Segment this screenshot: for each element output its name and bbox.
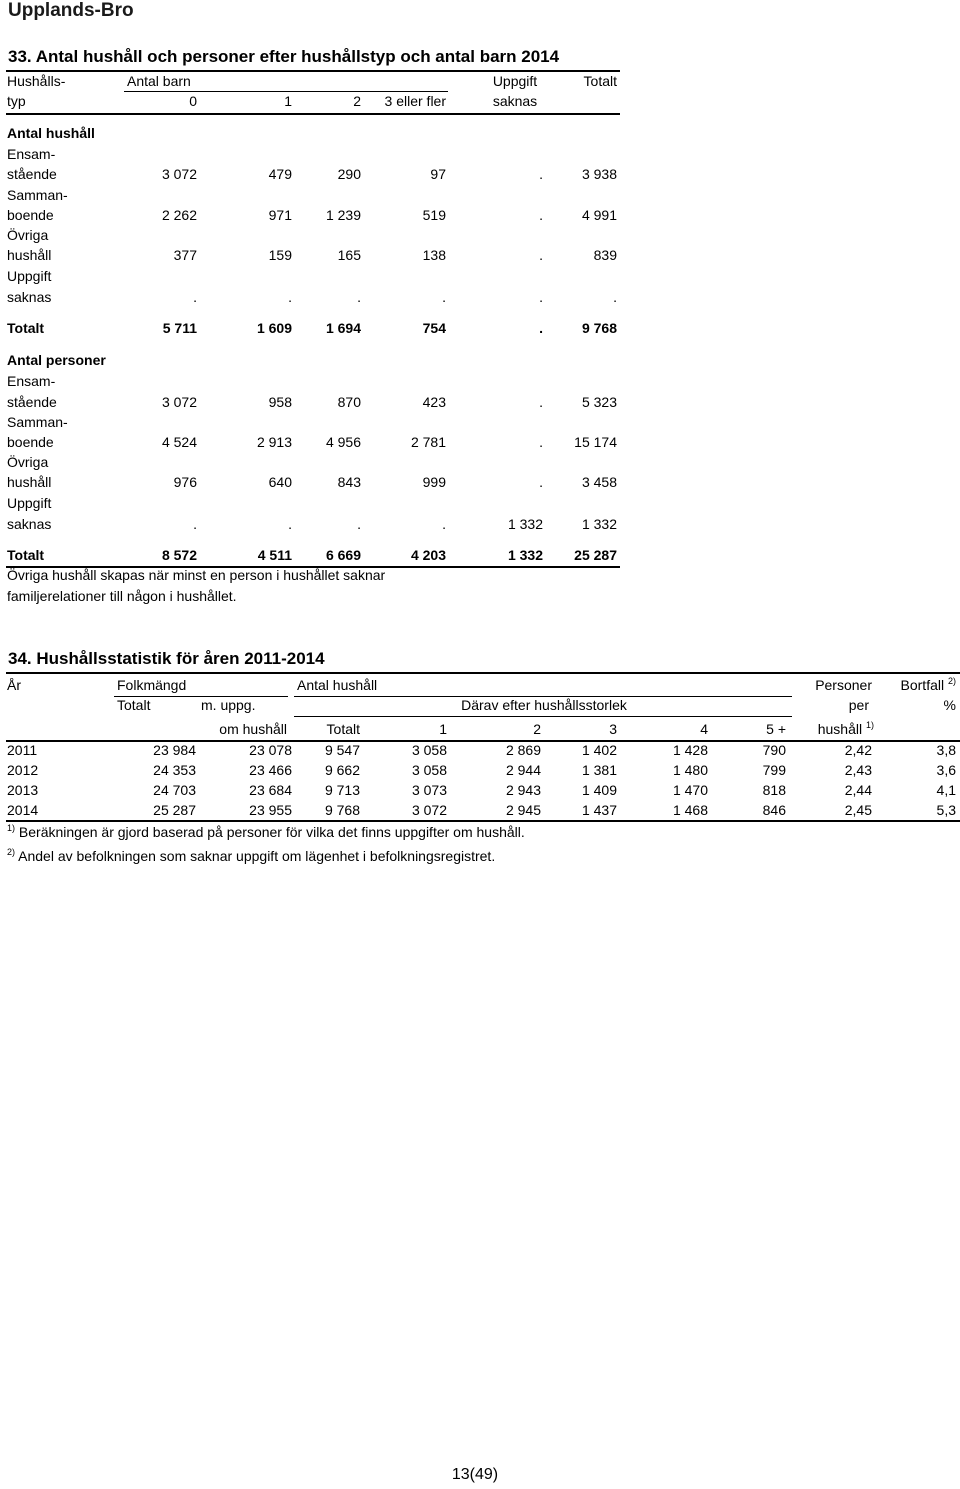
table34-top-rule <box>6 672 960 674</box>
header-uppgift-line1: Uppgift <box>492 73 538 89</box>
cell: 3 938 <box>581 166 617 182</box>
row-label-line2: boende <box>7 207 54 223</box>
cell: 97 <box>430 166 446 182</box>
cell: 423 <box>422 394 446 410</box>
cell: 4 956 <box>325 434 361 450</box>
cell: . <box>442 516 446 532</box>
cell: 2 943 <box>505 782 541 798</box>
cell: 3 072 <box>161 394 197 410</box>
header-totalt2: Totalt <box>326 721 360 737</box>
cell: 1 480 <box>672 762 708 778</box>
cell: 2,44 <box>844 782 872 798</box>
header-uppgift-line2: saknas <box>492 93 538 109</box>
municipality-title: Upplands-Bro <box>8 0 134 21</box>
antal-barn-underline <box>124 91 448 92</box>
cell: . <box>539 434 543 450</box>
header-size: 2 <box>533 721 541 737</box>
table34-title: 34. Hushållsstatistik för åren 2011-2014 <box>8 649 325 668</box>
row-label-line1: Samman- <box>7 187 68 203</box>
cell: 5,3 <box>936 802 956 818</box>
footnote-2: $^{2)}$ Andel av befolkningen som saknar uppgift om lägenhet i befolkningsregistret. <box>7 847 496 864</box>
cell: 971 <box>268 207 292 223</box>
cell-year: 2011 <box>7 742 38 758</box>
total-label: Totalt <box>7 320 45 336</box>
cell: 23 466 <box>249 762 292 778</box>
cell: 1 409 <box>581 782 617 798</box>
header-folkmangd: Folkmängd <box>117 677 187 693</box>
cell: 9 547 <box>324 742 360 758</box>
cell: 24 353 <box>153 762 196 778</box>
cell: 999 <box>422 474 446 490</box>
cell: 4,1 <box>936 782 956 798</box>
header-bortfall: Bortfall $^{2)}$ <box>900 676 956 693</box>
cell: 2,45 <box>844 802 872 818</box>
header-size: 5 + <box>766 721 786 737</box>
header-hushallstyp-line1: Hushålls- <box>7 73 66 89</box>
page-number: 13(49) <box>451 1466 499 1483</box>
cell: 1 470 <box>672 782 708 798</box>
total-cell: 1 694 <box>325 320 361 336</box>
cell: 4 991 <box>581 207 617 223</box>
row-label-line2: boende <box>7 434 54 450</box>
cell-year: 2013 <box>7 782 39 798</box>
cell: . <box>539 247 543 263</box>
cell: 9 662 <box>324 762 360 778</box>
cell: 1 402 <box>581 742 617 758</box>
cell: 640 <box>268 474 292 490</box>
table33-top-rule <box>6 70 620 72</box>
header-totalt: Totalt <box>583 73 617 89</box>
cell: . <box>193 289 197 305</box>
cell: 2,43 <box>844 762 872 778</box>
table33-note-line1: Övriga hushåll skapas när minst en person i hushållet saknar <box>7 567 386 583</box>
darav-underline <box>294 716 792 717</box>
cell: 1 428 <box>672 742 708 758</box>
total-cell: 4 203 <box>410 547 446 563</box>
header-size: 4 <box>700 721 708 737</box>
cell: 2 262 <box>161 207 197 223</box>
row-label-line1: Ensam- <box>7 146 56 162</box>
cell: 377 <box>173 247 197 263</box>
table34-bottom-rule <box>6 820 960 822</box>
row-label-line2: stående <box>7 394 57 410</box>
total-cell: 6 669 <box>325 547 361 563</box>
header-col-1: 1 <box>284 93 292 109</box>
header-col-0: 0 <box>189 93 197 109</box>
cell: 3 058 <box>411 762 447 778</box>
table33-header-rule <box>6 113 620 115</box>
total-cell: 5 711 <box>162 320 197 336</box>
cell: 843 <box>337 474 361 490</box>
cell: . <box>539 474 543 490</box>
total-cell: 25 287 <box>574 547 617 563</box>
row-label-line2: hushåll <box>7 474 52 490</box>
cell: 846 <box>762 802 786 818</box>
row-label-line2: saknas <box>7 516 52 532</box>
cell: 790 <box>762 742 786 758</box>
footnote-1: $^{1)}$ Beräkningen är gjord baserad på personer för vilka det finns uppgifter om hushåll. <box>7 823 525 840</box>
cell: 15 174 <box>574 434 617 450</box>
cell: 24 703 <box>153 782 196 798</box>
row-label-line1: Övriga <box>7 454 49 470</box>
total-cell: 1 332 <box>507 547 543 563</box>
cell: 1 332 <box>581 516 617 532</box>
cell: 138 <box>422 247 446 263</box>
total-cell: 754 <box>422 320 446 336</box>
cell: 3 458 <box>581 474 617 490</box>
cell: 25 287 <box>153 802 196 818</box>
header-size: 3 <box>609 721 617 737</box>
row-label-line2: stående <box>7 166 57 182</box>
cell: 165 <box>337 247 361 263</box>
section-antal-personer: Antal personer <box>7 352 106 368</box>
cell: . <box>193 516 197 532</box>
cell: 479 <box>268 166 292 182</box>
cell: 159 <box>268 247 292 263</box>
header-per: per <box>848 697 869 713</box>
cell: 3 072 <box>411 802 447 818</box>
cell: 2,42 <box>844 742 872 758</box>
header-hushallstyp-line2: typ <box>7 93 26 109</box>
cell: 519 <box>422 207 446 223</box>
cell: 2 781 <box>410 434 446 450</box>
cell: . <box>357 289 361 305</box>
cell: 23 984 <box>153 742 196 758</box>
cell: 2 869 <box>505 742 541 758</box>
cell: 1 239 <box>325 207 361 223</box>
cell: 3,8 <box>936 742 956 758</box>
header-col-3: 3 eller fler <box>384 93 446 109</box>
cell: 958 <box>268 394 292 410</box>
header-m-uppg: m. uppg. <box>201 697 256 713</box>
cell: 4 524 <box>161 434 197 450</box>
cell-year: 2014 <box>7 802 39 818</box>
cell: 799 <box>762 762 786 778</box>
cell: . <box>442 289 446 305</box>
cell: 870 <box>337 394 361 410</box>
section-antal-hushall: Antal hushåll <box>7 125 95 141</box>
cell: 839 <box>593 247 617 263</box>
cell: 2 944 <box>505 762 541 778</box>
total-cell: 9 768 <box>581 320 617 336</box>
header-personer: Personer <box>815 677 872 693</box>
total-cell: 4 511 <box>257 547 292 563</box>
header-antal-barn: Antal barn <box>127 73 191 89</box>
cell: 2 945 <box>505 802 541 818</box>
cell: . <box>539 207 543 223</box>
row-label-line1: Ensam- <box>7 373 56 389</box>
cell: 1 437 <box>581 802 617 818</box>
header-size: 1 <box>439 721 447 737</box>
row-label-line2: saknas <box>7 289 52 305</box>
header-ar: År <box>7 677 21 693</box>
table33-title: 33. Antal hushåll och personer efter hushållstyp och antal barn 2014 <box>8 47 560 66</box>
cell-year: 2012 <box>7 762 39 778</box>
cell: 9 768 <box>324 802 360 818</box>
header-darav: Därav efter hushållsstorlek <box>461 697 627 713</box>
cell: 3 072 <box>161 166 197 182</box>
cell: 2 913 <box>256 434 292 450</box>
total-cell: . <box>539 320 543 336</box>
row-label-line1: Samman- <box>7 414 68 430</box>
cell: 1 468 <box>672 802 708 818</box>
header-totalt: Totalt <box>117 697 151 713</box>
header-om-hushall: om hushåll <box>219 721 287 737</box>
cell: 1 332 <box>507 516 543 532</box>
header-percent: % <box>943 697 956 713</box>
total-cell: 1 609 <box>256 320 292 336</box>
cell: 23 684 <box>249 782 292 798</box>
header-col-2: 2 <box>353 93 361 109</box>
cell: 290 <box>337 166 361 182</box>
cell: 818 <box>762 782 786 798</box>
cell: . <box>539 166 543 182</box>
header-hushall: hushåll $^{1)}$ <box>817 720 874 737</box>
row-label-line2: hushåll <box>7 247 52 263</box>
cell: 1 381 <box>581 762 617 778</box>
cell: 5 323 <box>581 394 617 410</box>
cell: 3 058 <box>411 742 447 758</box>
cell: . <box>288 289 292 305</box>
row-label-line1: Uppgift <box>7 268 52 284</box>
cell: . <box>539 394 543 410</box>
cell: 23 078 <box>249 742 292 758</box>
cell: . <box>613 289 617 305</box>
header-antal-hushall: Antal hushåll <box>297 677 378 693</box>
row-label-line1: Uppgift <box>7 495 52 511</box>
cell: . <box>357 516 361 532</box>
table33-note-line2: familjerelationer till någon i hushållet. <box>7 588 237 604</box>
cell: 3,6 <box>936 762 956 778</box>
cell: . <box>539 289 543 305</box>
cell: 976 <box>173 474 197 490</box>
total-label: Totalt <box>7 547 45 563</box>
row-label-line1: Övriga <box>7 227 49 243</box>
total-cell: 8 572 <box>161 547 197 563</box>
cell: . <box>288 516 292 532</box>
cell: 3 073 <box>411 782 447 798</box>
cell: 23 955 <box>249 802 292 818</box>
cell: 9 713 <box>324 782 360 798</box>
